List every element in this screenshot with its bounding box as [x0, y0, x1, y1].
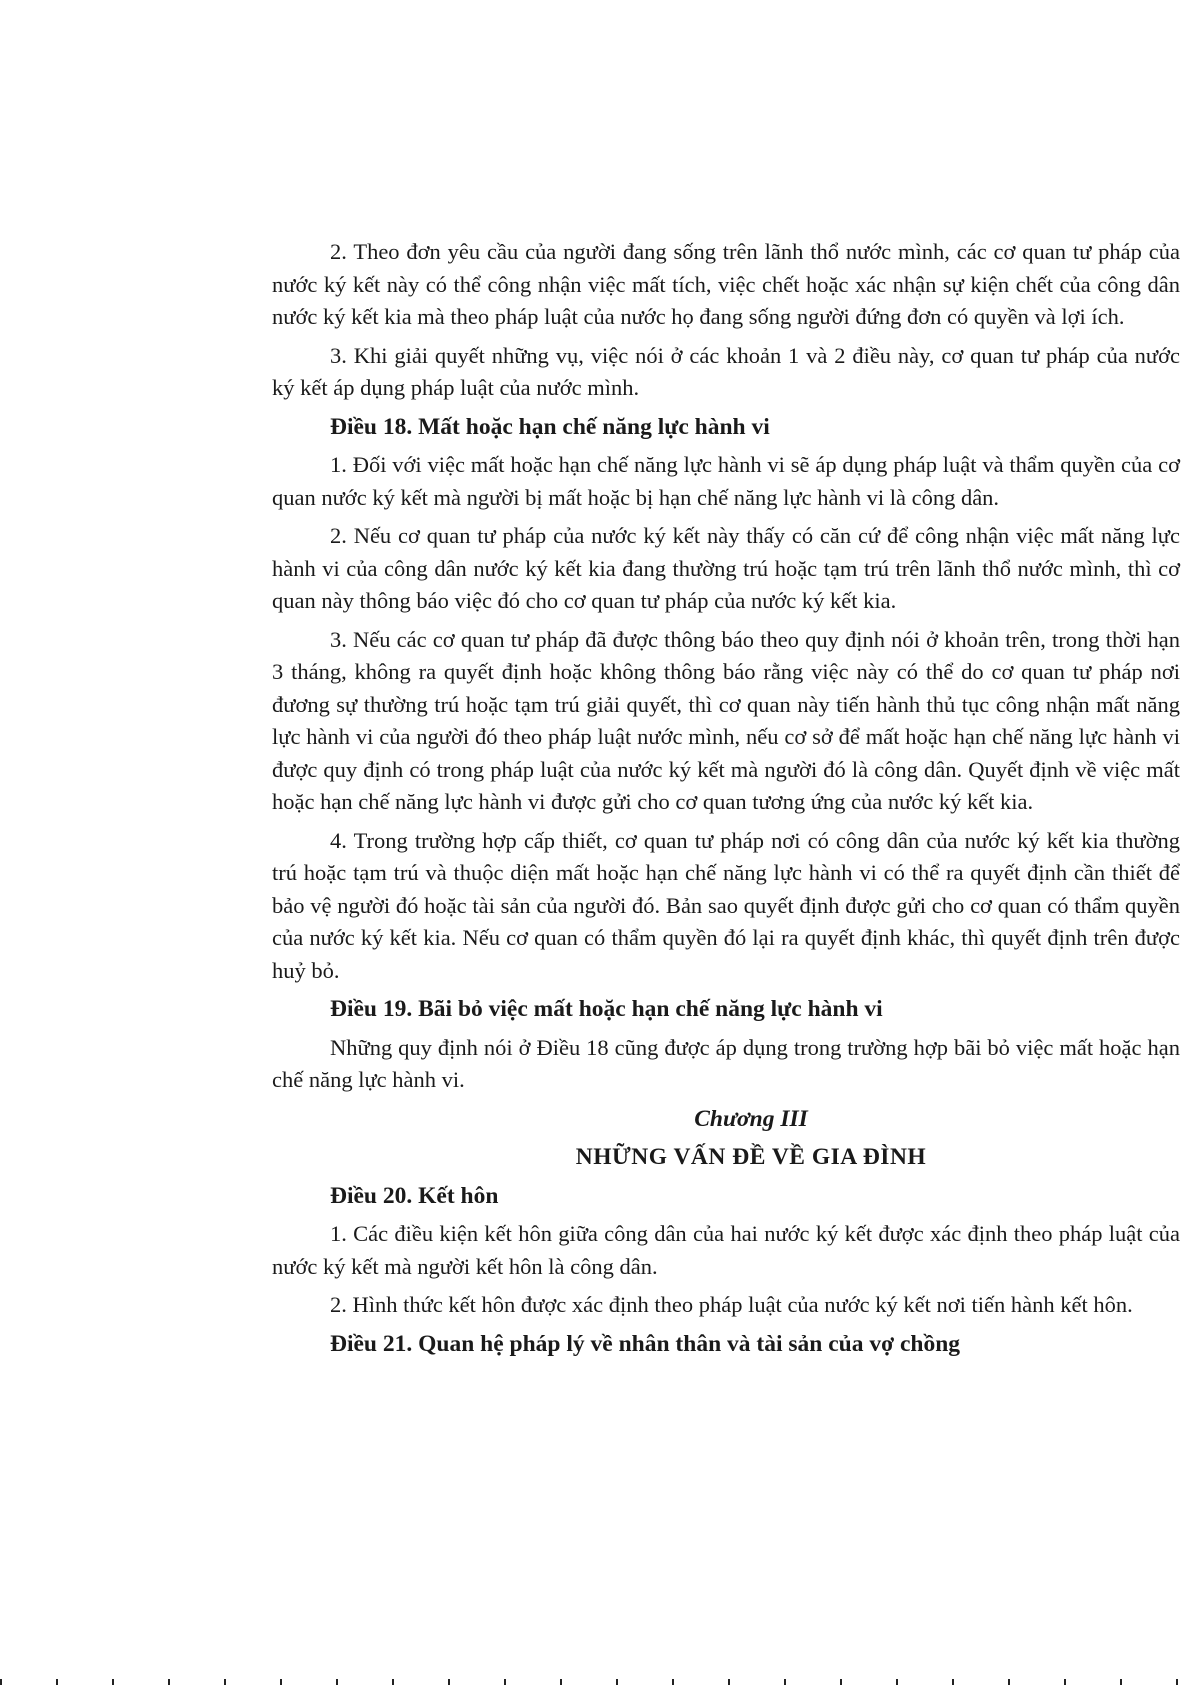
- article-heading: Điều 21. Quan hệ pháp lý về nhân thân và tài sản của vợ chồng: [330, 1330, 961, 1357]
- paragraph: 3. Khi giải quyết những vụ, việc nói ở các khoản 1 và 2 điều này, cơ quan tư pháp của nước ký kết áp dụng pháp luật của nước mình.: [272, 342, 1180, 400]
- paragraph: 1. Các điều kiện kết hôn giữa công dân của hai nước ký kết được xác định theo pháp luật của nước ký kết mà người kết hôn là công dân.: [272, 1221, 1180, 1279]
- article-heading: Điều 20. Kết hôn: [330, 1182, 499, 1209]
- paragraph: 2. Hình thức kết hôn được xác định theo pháp luật của nước ký kết nơi tiến hành kết hôn.: [330, 1292, 1133, 1317]
- paragraph: 3. Nếu các cơ quan tư pháp đã được thông báo theo quy định nói ở khoản trên, trong thời hạn 3 tháng, không ra quyết định hoặc không thông báo rằng việc này có thể do cơ quan tư pháp nơi đương sự thường trú hoặc tạm trú giải quyết, thì cơ quan này tiến hành thủ tục công nhận mất năng lực hành vi của người đó theo pháp luật nước mình, nếu cơ sở để mất hoặc hạn chế năng lực hành vi được quy định có trong pháp luật của nước ký kết mà người đó là công dân. Quyết định về việc mất hoặc hạn chế năng lực hành vi được gửi cho cơ quan tương ứng của nước ký kết kia.: [272, 626, 1180, 814]
- paragraph: Những quy định nói ở Điều 18 cũng được áp dụng trong trường hợp bãi bỏ việc mất hoặc hạn chế năng lực hành vi.: [272, 1034, 1180, 1092]
- chapter-title: NHỮNG VẤN ĐỀ VỀ GIA ĐÌNH: [575, 1144, 927, 1170]
- scan-edge-marks: [0, 1679, 1192, 1685]
- paragraph: 2. Theo đơn yêu cầu của người đang sống trên lãnh thổ nước mình, các cơ quan tư pháp của nước ký kết này có thể công nhận việc mất tích, việc chết hoặc xác nhận sự kiện chết của công dân nước ký kết kia mà theo pháp luật của nước họ đang sống người đứng đơn có quyền và lợi ích.: [272, 239, 1180, 329]
- chapter-number: Chương III: [694, 1105, 808, 1132]
- document-page: [272, 236, 1180, 1366]
- paragraph: 2. Nếu cơ quan tư pháp của nước ký kết này thấy có căn cứ để công nhận việc mất năng lực hành vi của công dân nước ký kết kia đang thường trú hoặc tạm trú trên lãnh thổ nước mình, thì cơ quan này thông báo việc đó cho cơ quan tư pháp của nước ký kết kia.: [272, 523, 1180, 613]
- article-heading: Điều 18. Mất hoặc hạn chế năng lực hành vi: [330, 413, 770, 440]
- paragraph: 1. Đối với việc mất hoặc hạn chế năng lực hành vi sẽ áp dụng pháp luật và thẩm quyền của cơ quan nước ký kết mà người bị mất hoặc bị hạn chế năng lực hành vi là công dân.: [272, 452, 1180, 510]
- article-heading: Điều 19. Bãi bỏ việc mất hoặc hạn chế năng lực hành vi: [330, 996, 883, 1022]
- paragraph: 4. Trong trường hợp cấp thiết, cơ quan tư pháp nơi có công dân của nước ký kết kia thường trú hoặc tạm trú và thuộc diện mất hoặc hạn chế năng lực hành vi có thể ra quyết định cần thiết để bảo vệ người đó hoặc tài sản của người đó. Bản sao quyết định được gửi cho cơ quan có thẩm quyền của nước ký kết kia. Nếu cơ quan có thẩm quyền đó lại ra quyết định khác, thì quyết định trên được huỷ bỏ.: [272, 827, 1180, 983]
